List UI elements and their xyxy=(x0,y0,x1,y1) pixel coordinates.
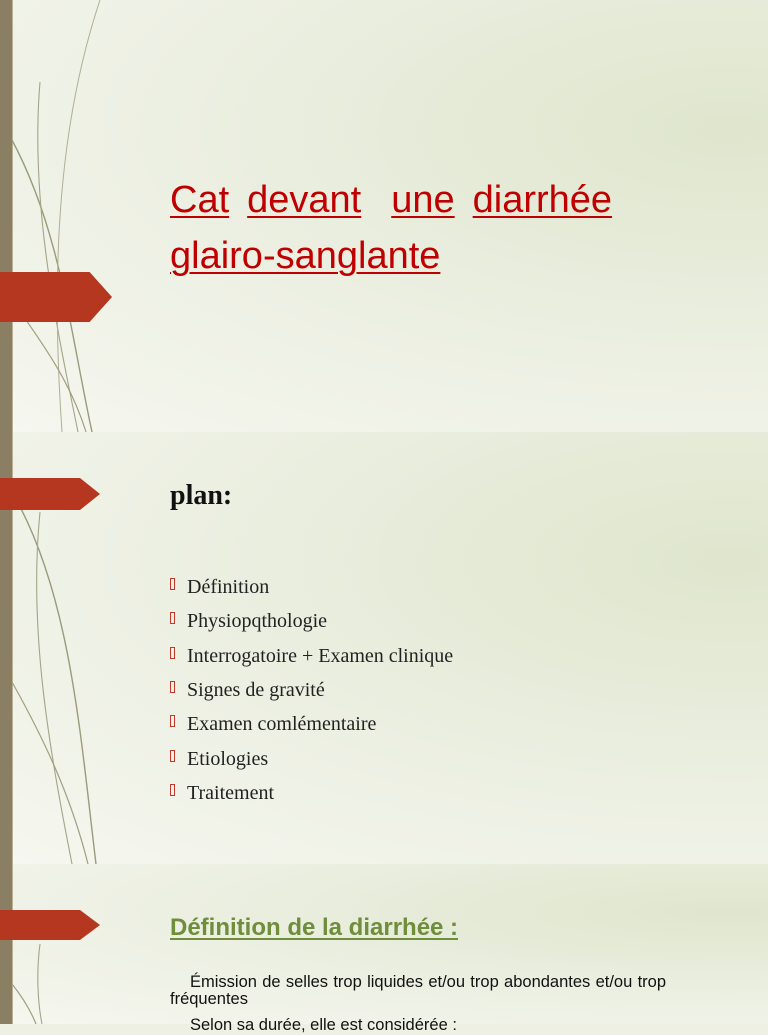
bullet-icon xyxy=(170,750,175,762)
bullet-icon xyxy=(170,612,175,624)
bullet-icon xyxy=(170,681,175,693)
definition-heading: Définition de la diarrhée : xyxy=(170,914,459,941)
bullet-icon xyxy=(170,715,175,727)
arrow-marker xyxy=(0,272,112,322)
vine-decoration xyxy=(0,0,140,432)
title-line-2: glairo-sanglante xyxy=(170,235,441,277)
slide-title xyxy=(0,0,768,432)
plan-item: Etiologies xyxy=(170,741,453,775)
plan-item: Signes de gravité xyxy=(170,673,453,707)
bullet-icon xyxy=(170,647,175,659)
plan-heading: plan: xyxy=(170,480,233,511)
title-word: une xyxy=(391,179,455,221)
bullet-icon xyxy=(170,578,175,590)
title-word: diarrhée xyxy=(472,179,613,221)
plan-item: Examen comlémentaire xyxy=(170,707,453,741)
slide-definition xyxy=(0,864,768,1034)
bullet-icon xyxy=(170,784,175,796)
plan-item: Physiopqthologie xyxy=(170,604,453,638)
definition-text: Émission de selles trop liquides et/ou trop abondantes et/ou trop fréquentes xyxy=(170,973,666,1008)
vine-decoration xyxy=(0,864,140,1024)
title-word: devant xyxy=(247,179,362,221)
definition-cut-line: Selon sa durée, elle est considérée : xyxy=(190,1016,457,1034)
title-word: Cat xyxy=(170,179,230,221)
plan-item: Interrogatoire + Examen clinique xyxy=(170,639,453,673)
arrow-marker xyxy=(0,910,100,940)
slide-title-heading xyxy=(170,172,690,284)
arrow-marker xyxy=(0,478,100,510)
slide-plan xyxy=(0,432,768,864)
plan-item: Traitement xyxy=(170,776,453,810)
plan-item: Définition xyxy=(170,570,453,604)
plan-list xyxy=(170,570,453,810)
